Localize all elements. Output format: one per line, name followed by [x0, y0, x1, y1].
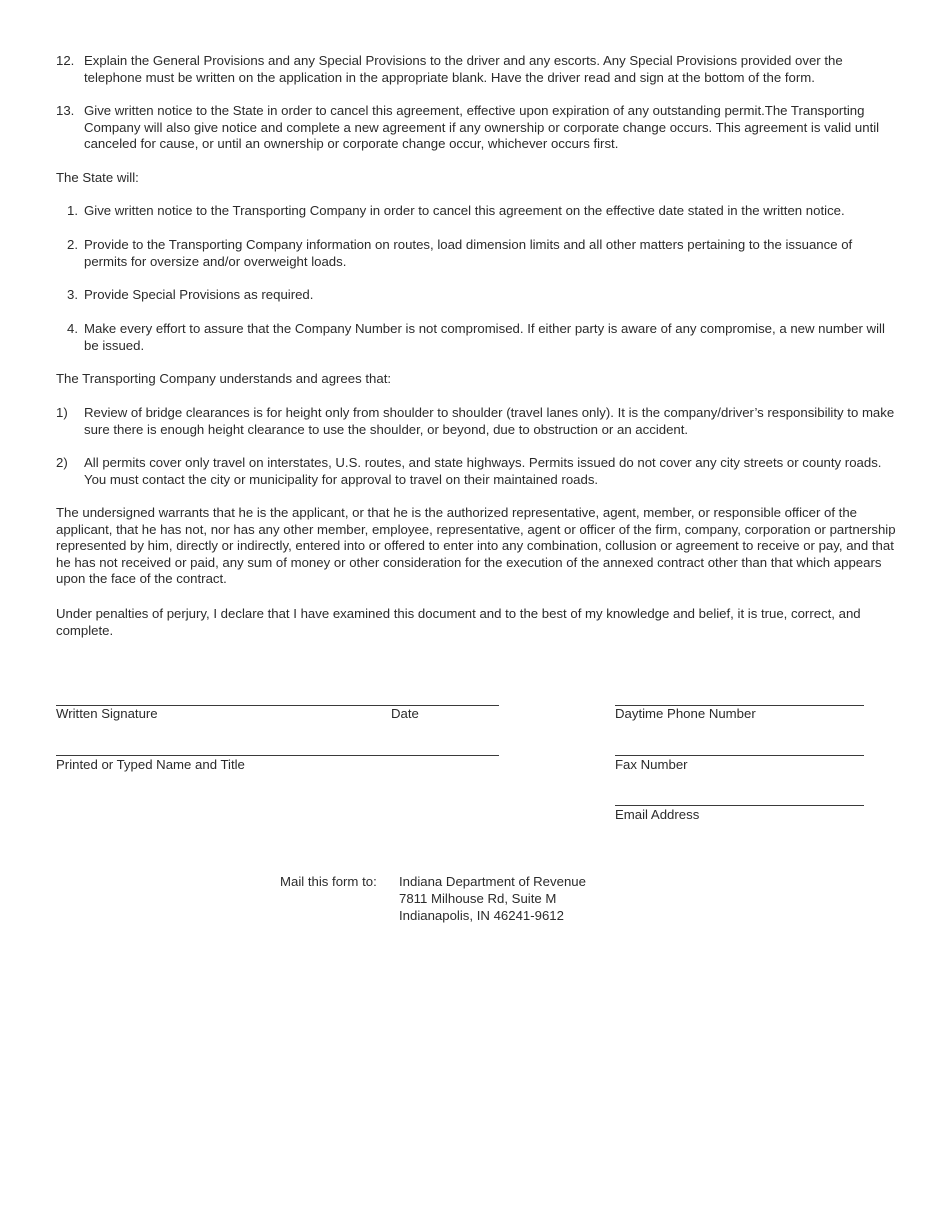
date-label: Date [391, 706, 419, 721]
email-line[interactable] [615, 805, 864, 806]
email-label: Email Address [615, 807, 700, 822]
company-item-2 [56, 455, 896, 488]
company-heading: The Transporting Company understands and agrees that: [56, 371, 392, 386]
provision-item-13 [56, 103, 896, 153]
perjury-paragraph: Under penalties of perjury, I declare that I have examined this document and to the best of my knowledge and belief, it is true, correct, and complete. [56, 606, 861, 638]
item-number: 1. [67, 203, 78, 218]
item-number: 1) [56, 405, 68, 420]
mail-label: Mail this form to: [280, 874, 377, 889]
item-text: Provide to the Transporting Company information on routes, load dimension limits and all other matters pertaining to the issuance of permits for oversize and/or overweight loads. [84, 237, 853, 269]
daytime-phone-label: Daytime Phone Number [615, 706, 756, 721]
fax-line[interactable] [615, 755, 864, 756]
state-heading: The State will: [56, 170, 139, 185]
item-text: Make every effort to assure that the Company Number is not compromised. If either party is aware of any compromise, a new number will be issued. [84, 321, 885, 353]
item-text: Give written notice to the Transporting Company in order to cancel this agreement on the effective date stated in the written notice. [84, 203, 845, 218]
printed-name-line[interactable] [56, 755, 499, 756]
item-text: Give written notice to the State in order to cancel this agreement, effective upon expiration of any outstanding permit.The Transporting Company will also give notice and complete a new agreement if any ownership or corporate change occurs. This agreement is valid until canceled for cause, or until an ownership or corporate change occur, whichever occurs first. [84, 103, 880, 152]
item-number: 2) [56, 455, 68, 470]
item-number: 13. [56, 103, 75, 118]
company-item-1 [56, 405, 896, 438]
item-number: 3. [67, 287, 78, 302]
item-text: Explain the General Provisions and any Special Provisions to the driver and any escorts. Any Special Provisions provided over the telephone must be written on the application in the appropriate blank. Have the driver read and sign at the bottom of the form. [84, 53, 843, 85]
provision-item-12 [56, 53, 896, 86]
state-item-3 [56, 287, 896, 304]
fax-label: Fax Number [615, 757, 688, 772]
printed-name-label: Printed or Typed Name and Title [56, 757, 245, 772]
item-number: 12. [56, 53, 75, 68]
state-item-2 [56, 237, 896, 270]
item-number: 2. [67, 237, 78, 252]
item-text: All permits cover only travel on interstates, U.S. routes, and state highways. Permits issued do not cover any city streets or county roads. You must contact the city or municipality for approval to travel on their maintained roads. [84, 455, 882, 487]
state-item-4 [56, 321, 896, 354]
state-item-1 [56, 203, 896, 220]
item-number: 4. [67, 321, 78, 336]
item-text: Review of bridge clearances is for height only from shoulder to shoulder (travel lanes only). It is the company/driver’s responsibility to make sure there is enough height clearance to use the shoulder, or beyond, due to obstruction or an accident. [84, 405, 895, 437]
mail-address-line-1: Indiana Department of Revenue [399, 874, 586, 889]
item-text: Provide Special Provisions as required. [84, 287, 314, 302]
mail-address-line-2: 7811 Milhouse Rd, Suite M [399, 891, 557, 906]
mail-address-line-3: Indianapolis, IN 46241-9612 [399, 908, 564, 923]
warrant-paragraph: The undersigned warrants that he is the applicant, or that he is the authorized representative, agent, member, or responsible officer of the applicant, that he has not, nor has any other member, employee, representative, agent or officer of the firm, company, corporation or partnership represented by him, directly or indirectly, entered into or offered to enter into any combination, collusion or agreement to receive or pay, and that he has not received or paid, any sum of money or other consideration for the execution of the annexed contract other than that which appears upon the face of the contract. [56, 505, 896, 587]
written-signature-label: Written Signature [56, 706, 158, 721]
